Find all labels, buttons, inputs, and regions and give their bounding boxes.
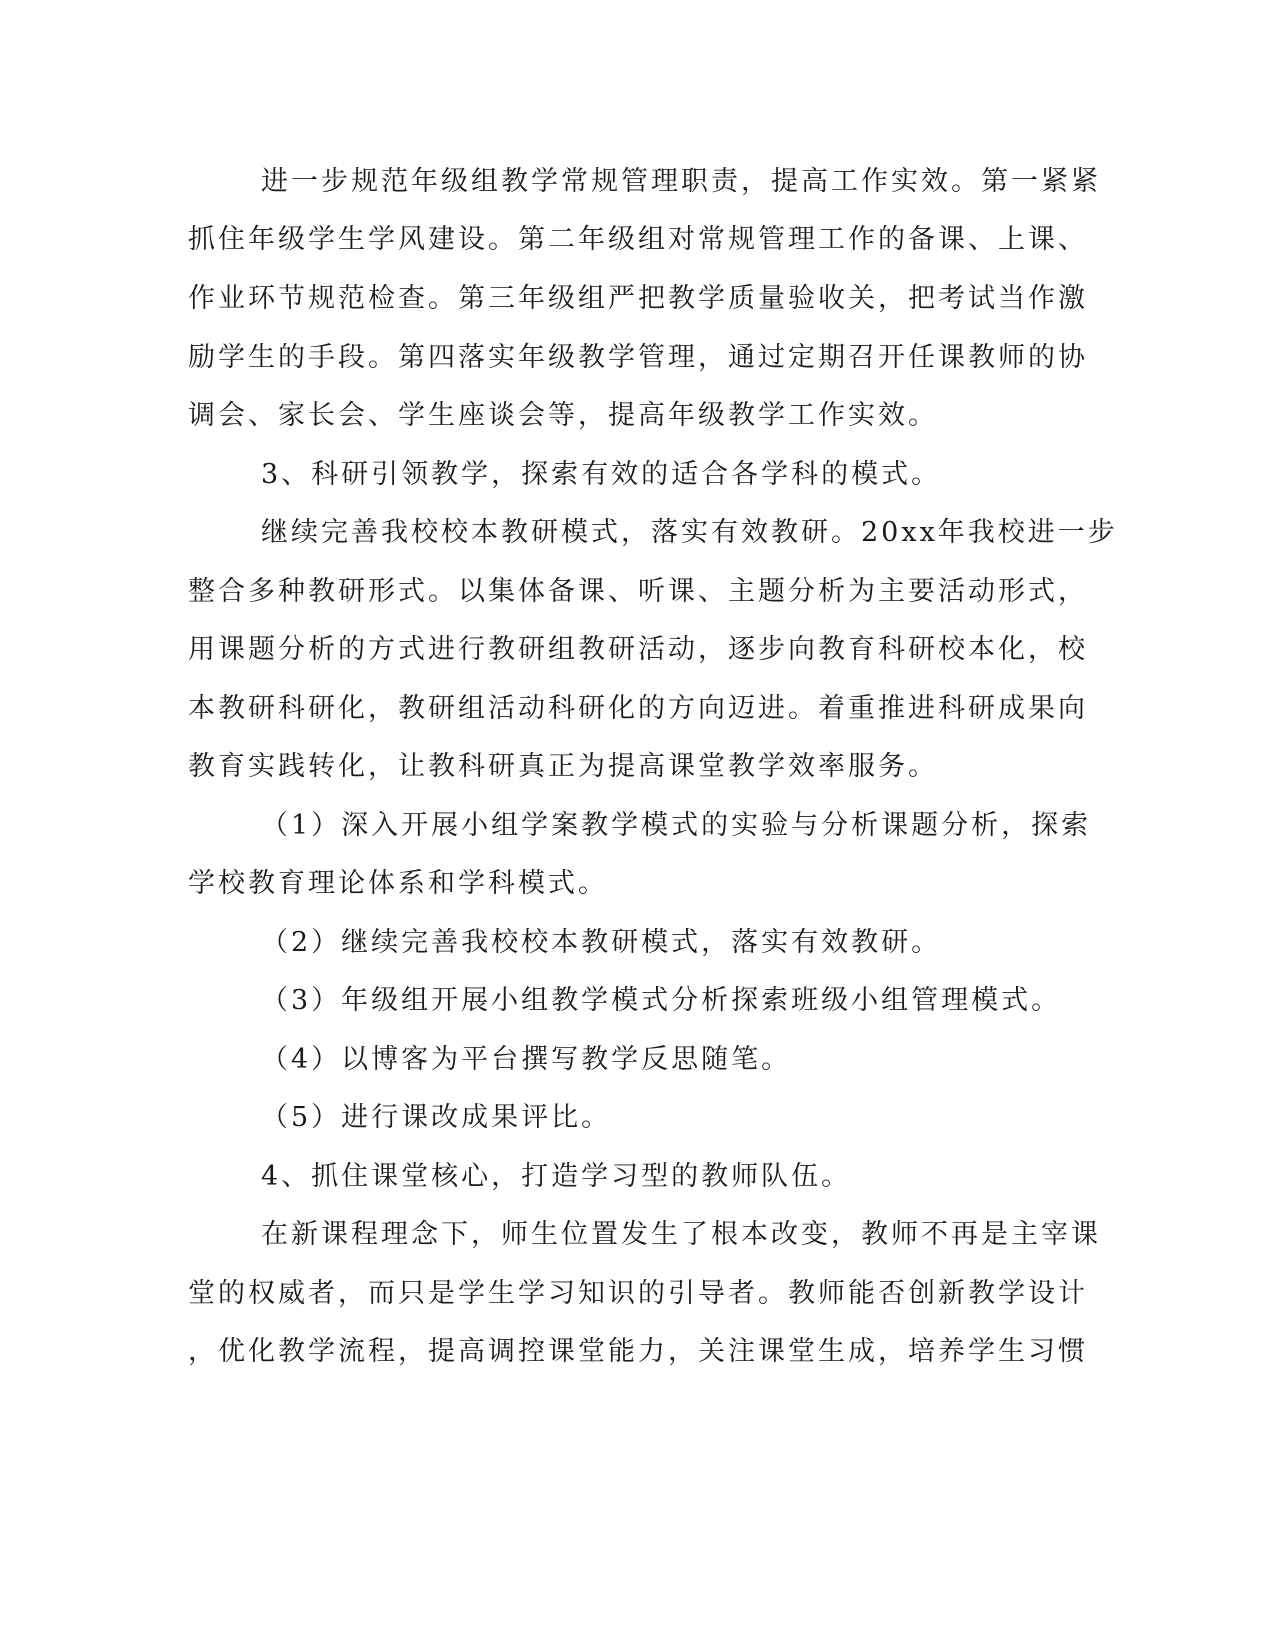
paragraph-line: 励学生的手段。第四落实年级教学管理，通过定期召开任课教师的协 <box>188 342 1088 373</box>
paragraph-line: 整合多种教研形式。以集体备课、听课、主题分析为主要活动形式， <box>188 576 1088 607</box>
paragraph-line: 进一步规范年级组教学常规管理职责，提高工作实效。第一紧紧 <box>261 166 1101 197</box>
paragraph-line: 调会、家长会、学生座谈会等，提高年级教学工作实效。 <box>188 400 938 431</box>
list-item: （3）年级组开展小组教学模式分析探索班级小组管理模式。 <box>261 985 1062 1016</box>
list-item: （1）深入开展小组学案教学模式的实验与分析课题分析，探索 <box>261 810 1092 841</box>
section-heading: 4、抓住课堂核心，打造学习型的教师队伍。 <box>261 1161 852 1192</box>
paragraph-line: 抓住年级学生学风建设。第二年级组对常规管理工作的备课、上课、 <box>188 224 1088 255</box>
list-item: （5）进行课改成果评比。 <box>261 1102 612 1133</box>
paragraph-line: 教育实践转化，让教科研真正为提高课堂教学效率服务。 <box>188 751 938 782</box>
list-item-continuation: 学校教育理论体系和学科模式。 <box>188 868 608 899</box>
section-heading: 3、科研引领教学，探索有效的适合各学科的模式。 <box>261 459 942 490</box>
paragraph-line: 堂的权威者，而只是学生学习知识的引导者。教师能否创新教学设计 <box>188 1278 1088 1309</box>
paragraph-line: 继续完善我校校本教研模式，落实有效教研。20xx年我校进一步 <box>261 517 1118 548</box>
list-item: （2）继续完善我校校本教研模式，落实有效教研。 <box>261 927 942 958</box>
paragraph-line: 作业环节规范检查。第三年级组严把教学质量验收关，把考试当作激 <box>188 283 1088 314</box>
paragraph-line: ，优化教学流程，提高调控课堂能力，关注课堂生成，培养学生习惯 <box>188 1336 1088 1367</box>
paragraph-line: 本教研科研化，教研组活动科研化的方向迈进。着重推进科研成果向 <box>188 693 1088 724</box>
paragraph-line: 在新课程理念下，师生位置发生了根本改变，教师不再是主宰课 <box>261 1219 1101 1250</box>
list-item: （4）以博客为平台撰写教学反思随笔。 <box>261 1044 792 1075</box>
paragraph-line: 用课题分析的方式进行教研组教研活动，逐步向教育科研校本化，校 <box>188 634 1088 665</box>
